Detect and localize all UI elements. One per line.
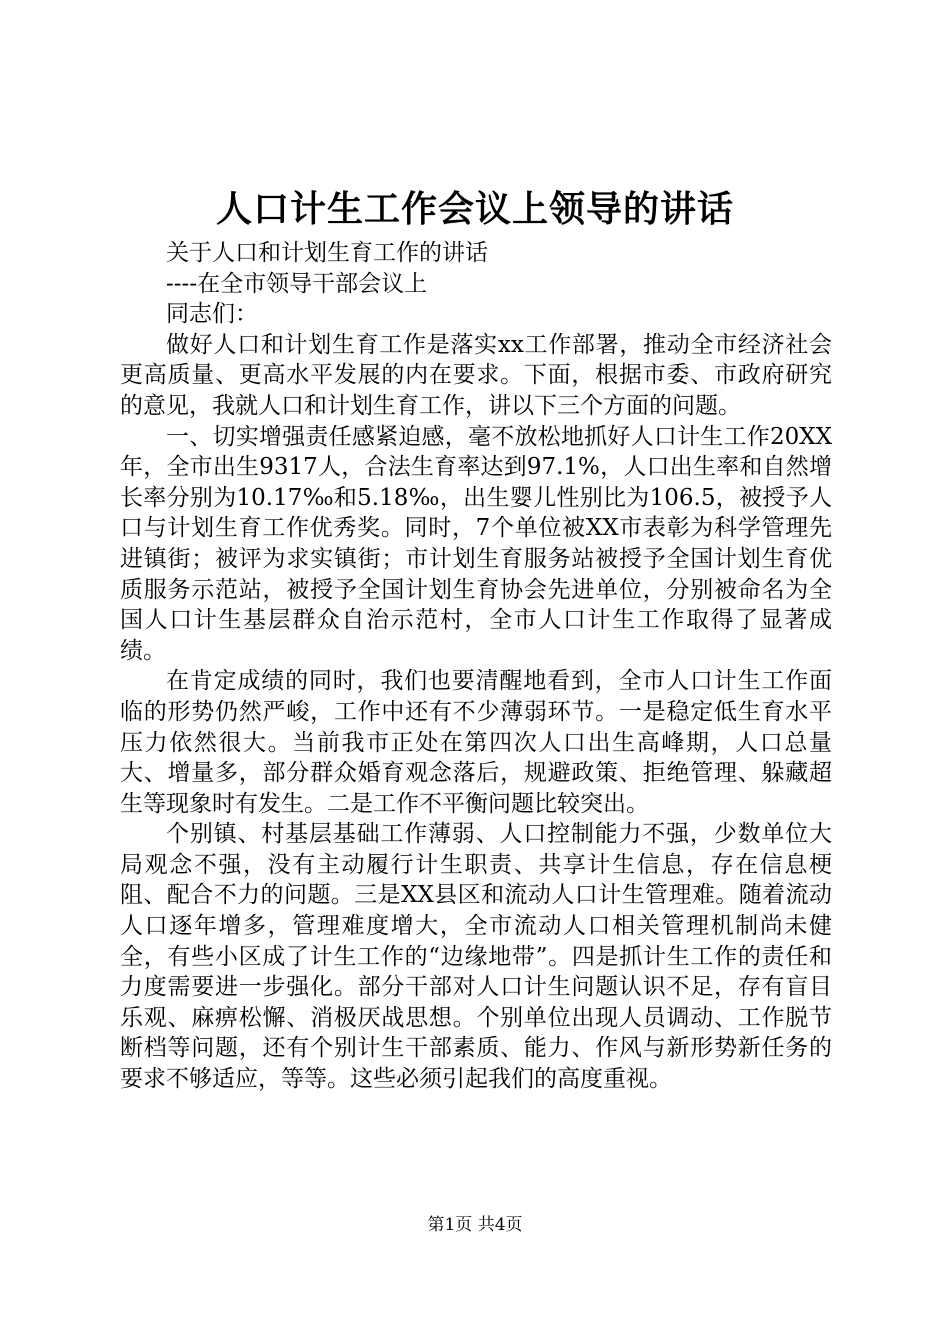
document-body (120, 238, 832, 1095)
body-paragraph: 做好人口和计划生育工作是落实xx工作部署，推动全市经济社会更高质量、更高水平发展的内在要求。下面，根据市委、市政府研究的意见，我就人口和计划生育工作，讲以下三个方面的问题。 (120, 331, 832, 419)
body-paragraph: 一、切实增强责任感紧迫感，毫不放松地抓好人口计生工作20XX年，全市出生9317人，合法生育率达到97.1%，人口出生率和自然增长率分别为10.17‰和5.18‰，出生婴儿性别比为106.5，被授予人口与计划生育工作优秀奖。同时，7个单位被XX市表彰为科学管理先进镇街；被评为求实镇街；市计划生育服务站被授予全国计划生育优质服务示范站，被授予全国计划生育协会先进单位，分别被命名为全国人口计生基层群众自治示范村，全市人口计生工作取得了显著成绩。 (120, 423, 832, 664)
speech-occasion: ----在全市领导干部会议上 (166, 270, 428, 297)
body-paragraph: 个别镇、村基层基础工作薄弱、人口控制能力不强，少数单位大局观念不强，没有主动履行计生职责、共享计生信息，存在信息梗阻、配合不力的问题。三是XX县区和流动人口计生管理难。随着流动人口逐年增多，管理难度增大，全市流动人口相关管理机制尚未健全，有些小区成了计生工作的“边缘地带”。四是抓计生工作的责任和力度需要进一步强化。部分干部对人口计生问题认识不足，存有盲目乐观、麻痹松懈、消极厌战思想。个别单位出现人员调动、工作脱节断档等问题，还有个别计生干部素质、能力、作风与新形势新任务的要求不够适应，等等。这些必须引起我们的高度重视。 (120, 821, 832, 1093)
salutation: 同志们： (166, 301, 258, 328)
speech-subtitle: 关于人口和计划生育工作的讲话 (166, 240, 488, 266)
page-number: 第1页 共4页 (427, 1215, 523, 1235)
document-title: 人口计生工作会议上领导的讲话 (215, 188, 734, 230)
body-paragraph: 在肯定成绩的同时，我们也要清醒地看到，全市人口计生工作面临的形势仍然严峻，工作中还有不少薄弱环节。一是稳定低生育水平压力依然很大。当前我市正处在第四次人口出生高峰期，人口总量大、增量多，部分群众婚育观念落后，规避政策、拒绝管理、躲藏超生等现象时有发生。二是工作不平衡问题比较突出。 (120, 668, 832, 817)
page-footer (0, 1213, 950, 1237)
